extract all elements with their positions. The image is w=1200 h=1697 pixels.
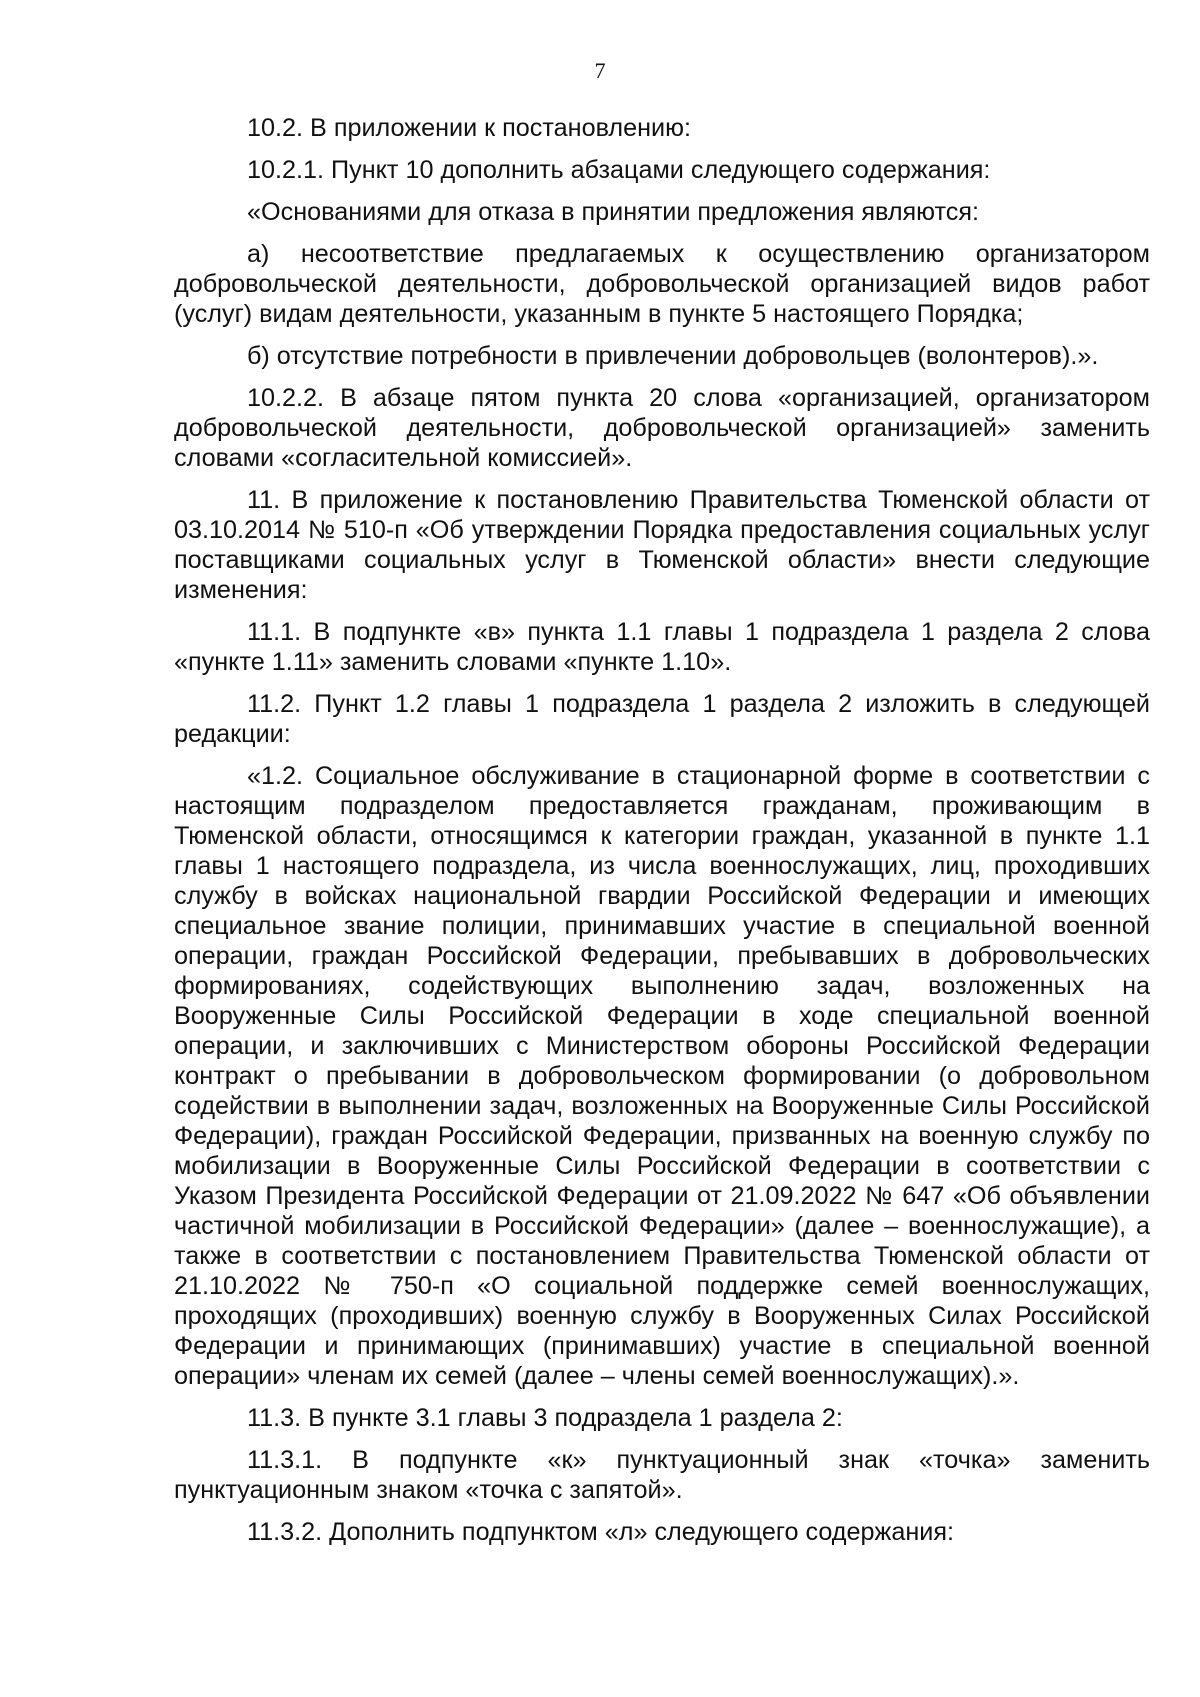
paragraph-10-2-1: 10.2.1. Пункт 10 дополнить абзацами следующего содержания: xyxy=(247,156,991,184)
paragraph-11: 11. В приложение к постановлению Правительства Тюменской области от 03.10.2014 № 510-п «Об утверждении Порядка предоставления социальных услуг поставщиками социальных услуг в Тюменской области» внести следующие изменения: xyxy=(174,486,1150,604)
paragraph-refusal-grounds: «Основаниями для отказа в принятии предложения являются: xyxy=(247,198,979,226)
paragraph-11-3-2: 11.3.2. Дополнить подпунктом «л» следующего содержания: xyxy=(247,1518,954,1546)
paragraph-10-2-2: 10.2.2. В абзаце пятом пункта 20 слова «организацией, организатором добровольческой деятельности, добровольческой организацией» заменить словами «согласительной комиссией». xyxy=(174,384,1150,472)
paragraph-11-3-1: 11.3.1. В подпункте «к» пунктуационный знак «точка» заменить пунктуационным знаком «точка с запятой». xyxy=(174,1446,1150,1504)
paragraph-11-3: 11.3. В пункте 3.1 главы 3 подраздела 1 раздела 2: xyxy=(247,1404,843,1432)
paragraph-1-2-quote: «1.2. Социальное обслуживание в стационарной форме в соответствии с настоящим подразделом предоставляется гражданам, проживающим в Тюменской области, относящимся к категории граждан, указанной в пункте 1.1 главы 1 настоящего подраздела, из числа военнослужащих, лиц, проходивших службу в войсках национальной гвардии Российской Федерации и имеющих специальное звание полиции, принимавших участие в специальной военной операции, граждан Российской Федерации, пребывавших в добровольческих формированиях, содействующих выполнению задач, возложенных на Вооруженные Силы Российской Федерации в ходе специальной военной операции, и заключивших с Министерством обороны Российской Федерации контракт о пребывании в добровольческом формировании (о добровольном содействии в выполнении задач, возложенных на Вооруженные Силы Российской Федерации), граждан Российской Федерации, призванных на военную службу по мобилизации в Вооруженные Силы Российской Федерации в соответствии с Указом Президента Российской Федерации от 21.09.2022 № 647 «Об объявлении частичной мобилизации в Российской Федерации» (далее – военнослужащие), а также в соответствии с постановлением Правительства Тюменской области от 21.10.2022 № 750-п «О социальной поддержке семей военнослужащих, проходящих (проходивших) военную службу в Вооруженных Силах Российской Федерации и принимающих (принимавших) участие в специальной военной операции» членам их семей (далее – члены семей военнослужащих).». xyxy=(174,762,1150,1390)
paragraph-11-1: 11.1. В подпункте «в» пункта 1.1 главы 1 подраздела 1 раздела 2 слова «пункте 1.11» заменить словами «пункте 1.10». xyxy=(174,618,1150,676)
page-number: 7 xyxy=(594,58,606,83)
document-body xyxy=(174,113,1150,1559)
paragraph-11-2: 11.2. Пункт 1.2 главы 1 подраздела 1 раздела 2 изложить в следующей редакции: xyxy=(174,690,1150,748)
paragraph-10-2: 10.2. В приложении к постановлению: xyxy=(247,114,691,142)
paragraph-item-b: б) отсутствие потребности в привлечении добровольцев (волонтеров).». xyxy=(247,342,1099,370)
paragraph-item-a: а) несоответствие предлагаемых к осуществлению организатором добровольческой деятельности, добровольческой организацией видов работ (услуг) видам деятельности, указанным в пункте 5 настоящего Порядка; xyxy=(174,240,1150,328)
